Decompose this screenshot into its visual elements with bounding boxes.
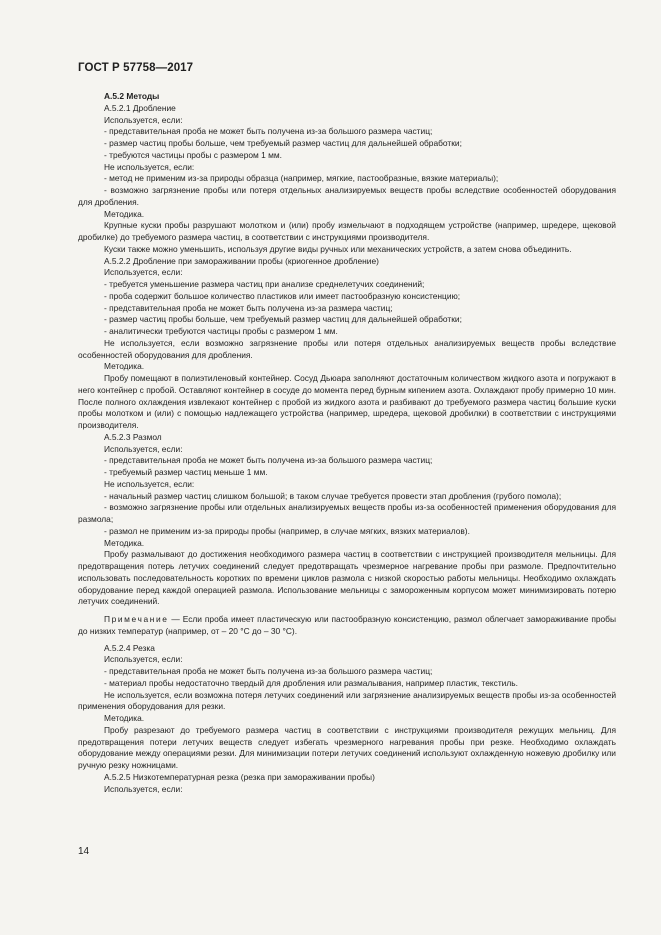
list-item: - требуемый размер частиц меньше 1 мм. — [104, 467, 268, 477]
list-item: - размол не применим из-за природы пробы (например, в случае мягких, вязких материалов). — [104, 525, 470, 536]
list-item: - представительная проба не может быть получена из-за большого размера частиц; — [104, 455, 433, 466]
document-header: ГОСТ Р 57758—2017 — [78, 62, 194, 74]
paragraph: Пробу помещают в полиэтиленовый контейнер. Сосуд Дьюара заполняют достаточным количеством жидкого азота и погружают в него контейнер с пробой. Оставляют контейнер в сосуде до момента перед бурным кипением азота. Охлаждают пробу примерно 10 мин. После полного охлаждения извлекают контейнер с пробой из жидкого азота и разбивают до требуемого размера частиц большие куски пробы молотком и (или) с помощью надлежащего устройства (например, шредера, щековой дробилки) в соответствии с инструкциями производителя. — [78, 373, 616, 430]
paragraph: Не используется, если возможно загрязнение пробы или потеря отдельных анализируемых веществ пробы вследствие особенностей оборудования для дробления. — [78, 337, 616, 360]
paragraph: Крупные куски пробы разрушают молотком и (или) пробу измельчают в подходящем устройстве (например, шредере, щековой дробилке) до требуемого размера частиц, в соответствии с инструкциями производителя. — [78, 220, 616, 242]
paragraph: А.5.2.1 Дробление — [104, 102, 176, 113]
list-item: - возможно загрязнение пробы или отдельных анализируемых веществ пробы из-за особенностей применения оборудования для размола; — [78, 502, 616, 524]
note-text: — Если проба имеет пластическую или пастообразную консистенцию, размол облегчает замораживание пробы до низких температур (например, от – 20 °С до – 30 °С). — [78, 614, 616, 636]
paragraph: Используется, если: — [104, 443, 183, 454]
paragraph: Методика. — [104, 537, 145, 548]
paragraph: Не используется, если возможна потеря летучих соединений или загрязнение анализируемых веществ пробы из-за особенностей применения оборудования для резки. — [78, 689, 616, 712]
paragraph: А.5.2.3 Размол — [104, 431, 162, 442]
list-item: - метод не применим из-за природы образца (например, мягкие, пастообразные, вязкие материалы); — [104, 173, 499, 184]
paragraph: А.5.2.2 Дробление при замораживании пробы (криогенное дробление) — [104, 255, 379, 266]
paragraph: Методика. — [104, 208, 145, 219]
paragraph: Методика. — [104, 361, 145, 372]
list-item: - аналитически требуются частицы пробы с размером 1 мм. — [104, 326, 338, 336]
list-item: - представительная проба не может быть получена из-за большого размера частиц; — [104, 126, 433, 137]
paragraph: Используется, если: — [104, 114, 183, 125]
page-number: 14 — [78, 846, 90, 857]
list-item: - размер частиц пробы больше, чем требуемый размер частиц для дальнейшей обработки; — [104, 314, 462, 325]
list-item: - возможно загрязнение пробы или потеря отдельных анализируемых веществ пробы вследствие особенностей оборудования для дробления. — [78, 185, 616, 207]
paragraph: Не используется, если: — [104, 161, 195, 172]
list-item: - требуются частицы пробы с размером 1 мм. — [104, 149, 282, 160]
paragraph: Куски также можно уменьшить, используя другие виды ручных или механических устройств, а затем снова объединить. — [104, 243, 572, 254]
paragraph: Пробу размалывают до достижения необходимого размера частиц в соответствии с инструкцией производителя мельницы. Для предотвращения потерь летучих соединений следует предотвращать чрезмерное нагревание пробы при размоле. Предпочтительно использовать последовательность коротких по времени циклов размола с низкой скоростью работы мельницы. Необходимо охлаждать оборудование перед каждой операцией размола. Использование мельницы с замороженным корпусом может минимизировать потерю летучих соединений. — [78, 549, 616, 607]
list-item: - материал пробы недостаточно твердый для дробления или размалывания, например пластик, текстиль. — [104, 677, 518, 688]
document-body — [78, 91, 616, 795]
paragraph: Используется, если: — [104, 783, 183, 794]
list-item: - представительная проба не может быть получена из-за размера частиц; — [104, 302, 393, 313]
list-item: - проба содержит большое количество пластиков или имеет пастообразную консистенцию; — [104, 290, 461, 301]
paragraph: Используется, если: — [104, 654, 183, 665]
section-heading: А.5.2 Методы — [104, 91, 160, 101]
note-label: Примечание — [104, 614, 169, 624]
paragraph: Пробу разрезают до требуемого размера частиц в соответствии с инструкциями производителя режущих мельниц. Для предотвращения потери летучих веществ следует избегать чрезмерного нагревания пробы при резке. Необходимо охлаждать оборудование между операциями резки. Для минимизации потери летучих соединений используют охлажденную ножевую дробилку или ручную резку ножницами. — [78, 724, 616, 770]
paragraph: Не используется, если: — [104, 478, 195, 489]
list-item: - требуется уменьшение размера частиц при анализе среднелетучих соединений; — [104, 279, 425, 289]
paragraph: А.5.2.5 Низкотемпературная резка (резка при замораживании пробы) — [104, 771, 375, 782]
paragraph: А.5.2.4 Резка — [104, 642, 155, 653]
list-item: - представительная проба не может быть получена из-за большого размера частиц; — [104, 666, 433, 676]
note-paragraph — [78, 614, 616, 638]
list-item: - начальный размер частиц слишком большой; в таком случае требуется провести этап дробления (грубого помола); — [104, 490, 562, 501]
list-item: - размер частиц пробы больше, чем требуемый размер частиц для дальнейшей обработки; — [104, 138, 462, 148]
paragraph: Используется, если: — [104, 267, 183, 278]
paragraph: Методика. — [104, 713, 145, 723]
